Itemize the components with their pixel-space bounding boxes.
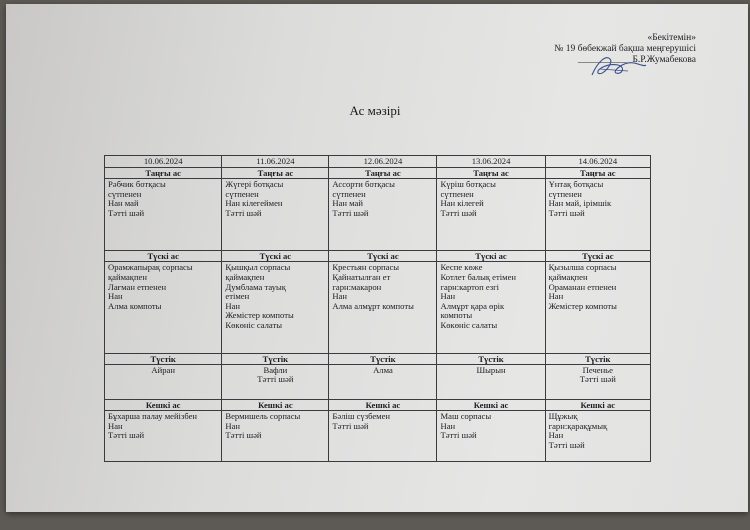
dish-item: Думблама тауық [225,281,286,292]
snack-header-row [105,353,651,364]
dish-item: Рәбчик ботқасы [108,179,166,190]
dish-item: Қайнатылған ет [332,271,391,282]
dish-item: қаймақпен [108,271,147,282]
lunch-cell [329,262,437,353]
lunch-header-row [105,251,651,262]
dish-item: Нан май, ірімшік [548,198,612,209]
snack-label: Түстік [437,353,545,364]
lunch-label: Түскі ас [545,251,650,262]
dish-item: Ораманан етпенен [548,281,617,292]
dish-item: Нан [225,420,240,431]
dinner-cell [222,411,329,462]
dish-item: Нан [440,291,456,302]
dinner-cell [545,411,650,462]
breakfast-label: Таңғы ас [329,168,437,179]
snack-cell [222,364,329,399]
lunch-label: Түскі ас [437,251,545,262]
dish-item: сүтпенен [225,188,259,199]
approval-label: «Бекітемін» [647,33,696,43]
breakfast-row [105,179,651,251]
dish-item: Нан [332,291,348,302]
dinner-label: Кешкі ас [437,400,545,411]
lunch-label: Түскі ас [329,251,437,262]
dish-item: Тәтті шәй [257,374,294,385]
dish-item: сүтпенен [108,188,142,199]
dish-item: Тәтті шәй [548,440,585,451]
document-title: Ас мәзірі [349,103,401,118]
dish-item: қаймақпен [548,271,588,282]
lunch-label: Түскі ас [105,251,222,262]
dish-item: Айран [151,364,175,375]
approval-signatory: ___________ Б.Р.Жумабекова [577,55,696,65]
dinner-cell [105,411,222,462]
lunch-cell [105,262,222,353]
snack-cell [105,364,222,399]
dish-item: гарн:макарон [332,281,382,292]
dish-item: қаймақпен [225,271,265,282]
dish-item: Алма компоты [108,300,162,311]
dish-item: Қышқыл сорпасы [225,262,291,273]
dish-item: Тәтті шәй [548,208,585,219]
dish-item: Тәтті шәй [108,208,145,219]
dish-item: Нан май [108,198,139,209]
breakfast-header-row [105,168,651,179]
dish-item: Тәтті шәй [579,374,616,385]
dish-item: сүтпенен [548,188,582,199]
dish-item: Кеспе көже [440,262,483,273]
dish-item: Нан [548,430,564,441]
dish-item: Қызылша сорпасы [548,262,617,273]
dish-item: Орамжапырақ сорпасы [108,262,193,273]
dish-item: Тәтті шәй [332,208,369,219]
dish-item: Көкөніс салаты [225,319,283,330]
dish-item: Нан май [332,198,363,209]
lunch-cell [222,262,329,353]
dish-item: етімен [225,291,250,302]
dish-item: Тәтті шәй [440,430,477,441]
snack-label: Түстік [105,353,222,364]
dish-item: Нан [108,291,123,302]
lunch-cell [545,262,650,353]
dish-item: Щұжық [548,411,578,422]
breakfast-label: Таңғы ас [222,168,329,179]
dish-item: Нан [108,420,123,431]
dish-item: гарн:картоп езгі [440,281,500,292]
dinner-header-row [105,400,651,411]
dish-item: Алма алмұрт компоты [332,300,414,311]
dish-item: сүтпенен [440,188,474,199]
signature-scribble [588,51,648,81]
dish-item: Печенье [582,364,613,375]
dinner-label: Кешкі ас [329,400,437,411]
dish-item: Алма [373,364,393,375]
snack-cell [329,364,437,399]
breakfast-cell [329,179,437,251]
dinner-cell [329,411,437,462]
dish-item: Жемістер компоты [225,310,294,321]
dish-item: Нан [225,300,240,311]
snack-label: Түстік [329,353,437,364]
dish-item: Нан [548,291,564,302]
snack-label: Түстік [545,353,650,364]
lunch-cell [437,262,545,353]
lunch-label: Түскі ас [222,251,329,262]
date-cell: 11.06.2024 [222,156,329,168]
dish-item: Нан [440,420,456,431]
breakfast-label: Таңғы ас [437,168,545,179]
snack-label: Түстік [222,353,329,364]
dish-item: Тәтті шәй [225,430,262,441]
lunch-row [105,262,651,353]
dish-item: Вафли [263,364,288,375]
dish-item: Ұнтақ ботқасы [548,179,604,190]
date-cell: 10.06.2024 [105,156,222,168]
date-cell: 12.06.2024 [329,156,437,168]
snack-row [105,364,651,399]
dish-item: Нан кілегеймен [225,198,283,209]
date-row [105,156,651,168]
date-cell: 14.06.2024 [545,156,650,168]
dinner-label: Кешкі ас [545,400,650,411]
dinner-label: Кешкі ас [105,400,222,411]
dish-item: Бәліш сүзбемен [332,411,391,422]
dish-item: Тәтті шәй [108,430,145,441]
breakfast-cell [105,179,222,251]
dish-item: Жемістер компоты [548,300,617,311]
menu-table [104,155,651,462]
dish-item: гарн:қарақұмық [548,420,608,431]
dish-item: Күріш ботқасы [440,179,496,190]
snack-cell [437,364,545,399]
breakfast-cell [437,179,545,251]
dish-item: Тәтті шәй [225,208,262,219]
dish-item: Алмұрт қара өрік [440,300,505,311]
breakfast-label: Таңғы ас [105,168,222,179]
dish-item: Крестьян сорпасы [332,262,400,273]
dish-item: Лағман етпенен [108,281,167,292]
dish-item: Көкөніс салаты [440,319,498,330]
dinner-label: Кешкі ас [222,400,329,411]
dish-item: сүтпенен [332,188,366,199]
dish-item: Тәтті шәй [332,420,369,431]
dish-item: компоты [440,310,473,321]
dinner-row [105,411,651,462]
dish-item: Бұхарша палау мейізбен [108,411,198,422]
date-cell: 13.06.2024 [437,156,545,168]
dish-item: Маш сорпасы [440,411,492,422]
dish-item: Тәтті шәй [440,208,477,219]
breakfast-cell [222,179,329,251]
dish-item: Вермишель сорпасы [225,411,301,422]
approval-position: № 19 бөбекжай бақша меңгерушісі [554,44,696,54]
dish-item: Нан кілегей [440,198,484,209]
dish-item: Шырын [476,364,506,375]
dish-item: Котлет балық етімен [440,271,516,282]
dish-item: Жүгері ботқасы [225,179,284,190]
breakfast-cell [545,179,650,251]
breakfast-label: Таңғы ас [545,168,650,179]
snack-cell [545,364,650,399]
dinner-cell [437,411,545,462]
dish-item: Ассорти ботқасы [332,179,395,190]
